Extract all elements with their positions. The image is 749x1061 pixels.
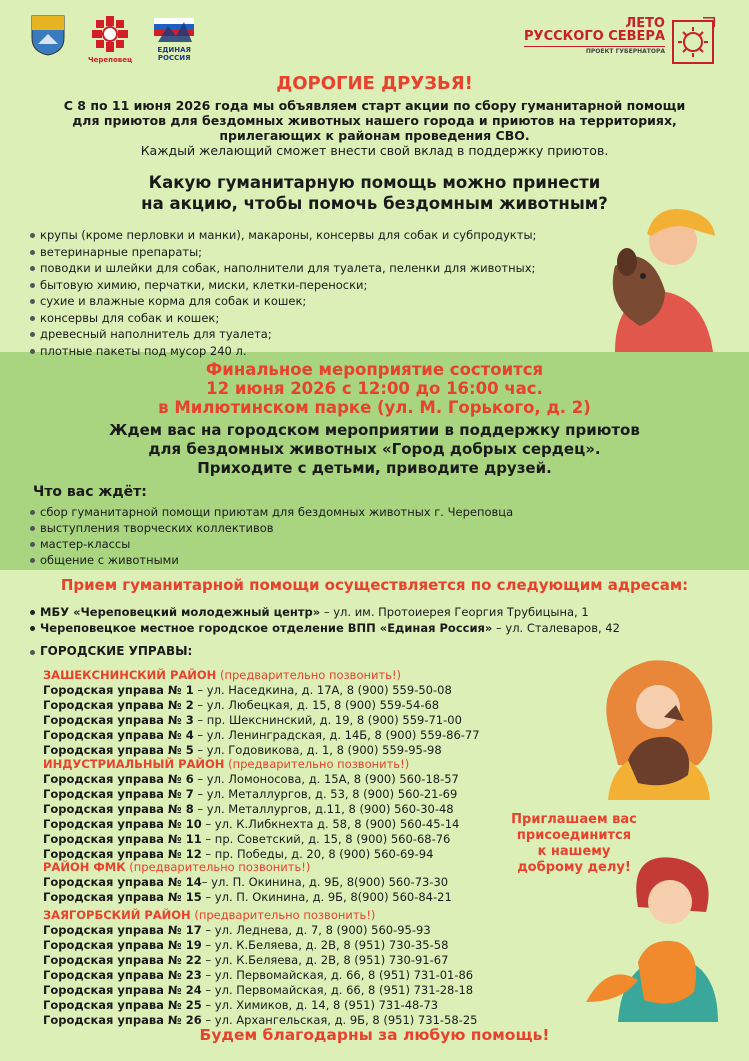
edinaya-rossiya-logo: [154, 14, 194, 62]
list-item: Городская управа № 23 – ул. Первомайская, д. 66, 8 (951) 731-01-86: [43, 968, 474, 982]
sun-emblem-icon: [671, 17, 715, 65]
question-line: на акцию, чтобы помочь бездомным животным?: [141, 194, 608, 213]
address-rest: – ул. Сталеваров, 42: [492, 621, 620, 635]
list-item: крупы (кроме перловки и манки), макароны, консервы для собак и субпродукты;: [30, 227, 536, 244]
list-item: древесный наполнитель для туалета;: [30, 326, 536, 343]
district-note: (предварительно позвонить!): [125, 860, 311, 874]
girl-with-cat-illustration: [578, 852, 728, 1022]
list-item: плотные пакеты под мусор 240 л.: [30, 343, 536, 360]
thanks-text: Будем благодарны за любую помощь!: [199, 1026, 550, 1044]
district-note: (предварительно позвонить!): [190, 908, 376, 922]
final-line: Финальное мероприятие состоится: [205, 360, 544, 379]
man-with-dog-illustration: [595, 196, 725, 352]
er-caption-2: РОССИЯ: [157, 54, 191, 62]
address-item: [30, 604, 620, 620]
wait-line: Ждем вас на городском мероприятии в поддержку приютов: [109, 421, 640, 439]
list-item: Городская управа № 14– ул. П. Окинина, д. 9Б, 8(900) 560-73-30: [43, 875, 449, 889]
wait-line: для бездомных животных «Город добрых сердец».: [148, 440, 601, 458]
intro-line: прилегающих к районам проведения СВО.: [219, 128, 530, 143]
district-name: ИНДУСТРИАЛЬНЫЙ РАЙОН: [43, 757, 225, 771]
invite-line: к нашему: [537, 844, 611, 859]
address-name: Череповецкое местное городское отделение ВПП «Единая Россия»: [40, 621, 493, 635]
list-item: Городская управа № 10 – ул. К.Либкнехта д. 58, 8 (900) 560-45-14: [43, 817, 460, 831]
list-item: консервы для собак и кошек;: [30, 310, 536, 327]
gu-title: [30, 644, 192, 658]
list-item: Городская управа № 7 – ул. Металлургов, д. 53, 8 (900) 560-21-69: [43, 787, 458, 801]
district-zasheksninsky: [43, 668, 480, 758]
final-line: в Милютинском парке (ул. М. Горького, д. 2): [158, 398, 591, 417]
address-list: [30, 604, 620, 636]
district-industrialny: [43, 757, 459, 862]
list-item: сбор гуманитарной помощи приютам для бездомных животных г. Череповца: [30, 504, 513, 520]
help-list: [30, 227, 536, 359]
receive-title: Прием гуманитарной помощи осуществляется по следующим адресам:: [60, 576, 689, 594]
list-item: Городская управа № 11 – пр. Советский, д. 15, 8 (900) 560-68-76: [43, 832, 451, 846]
leto-russkogo-severa-logo: [524, 17, 715, 65]
address-name: МБУ «Череповецкий молодежный центр»: [40, 605, 321, 619]
list-item: Городская управа № 15 – ул. П. Окинина, д. 9Б, 8(900) 560-84-21: [43, 890, 452, 904]
list-item: Городская управа № 22 – ул. К.Беляева, д. 2В, 8 (951) 730-91-67: [43, 953, 449, 967]
lrs-line2: РУССКОГО СЕВЕРА: [524, 29, 665, 44]
lrs-line3: ПРОЕКТ ГУБЕРНАТОРА: [524, 46, 665, 55]
list-item: Городская управа № 24 – ул. Первомайская, д. 66, 8 (951) 731-28-18: [43, 983, 474, 997]
gu-title-text: ГОРОДСКИЕ УПРАВЫ:: [30, 644, 192, 658]
list-item: бытовую химию, перчатки, миски, клетки-переноски;: [30, 277, 536, 294]
partner-logos: [30, 14, 194, 64]
intro-line: для приютов для бездомных животных нашего города и приютов на территориях,: [72, 113, 677, 128]
district-note: (предварительно позвонить!): [224, 757, 410, 771]
invite-line: доброму делу!: [517, 860, 631, 875]
invitation-text: [0, 421, 749, 478]
address-rest: – ул. им. Протоиерея Георгия Трубицына, 1: [320, 605, 589, 619]
list-item: Городская управа № 3 – пр. Шекснинский, д. 19, 8 (900) 559-71-00: [43, 713, 462, 727]
list-item: поводки и шлейки для собак, наполнители для туалета, пеленки для животных;: [30, 260, 536, 277]
final-line: 12 июня 2026 с 12:00 до 16:00 час.: [206, 379, 543, 398]
list-item: Городская управа № 8 – ул. Металлургов, д.11, 8 (900) 560-30-48: [43, 802, 454, 816]
events-list: [30, 504, 513, 568]
intro-text: [0, 98, 749, 158]
list-item: Городская управа № 12 – пр. Победы, д. 20, 8 (900) 560-69-94: [43, 847, 434, 861]
list-item: Городская управа № 6 – ул. Ломоносова, д. 15А, 8 (900) 560-18-57: [43, 772, 459, 786]
district-name: ЗАЯГОРБСКИЙ РАЙОН: [43, 908, 191, 922]
list-item: Городская управа № 26 – ул. Архангельская, д. 9Б, 8 (951) 731-58-25: [43, 1013, 478, 1027]
address-item: [30, 620, 620, 636]
lrs-line1: ЛЕТО: [625, 16, 665, 31]
district-name: ЗАШЕКСНИНСКИЙ РАЙОН: [43, 668, 217, 682]
district-zayagorbsky: [43, 908, 477, 1028]
list-item: Городская управа № 2 – ул. Любецкая, д. 15, 8 (900) 559-54-68: [43, 698, 440, 712]
list-item: Городская управа № 4 – ул. Ленинградская, д. 14Б, 8 (900) 559-86-77: [43, 728, 480, 742]
intro-line: Каждый желающий сможет внести свой вклад в поддержку приютов.: [140, 143, 609, 158]
page-title: ДОРОГИЕ ДРУЗЬЯ!: [276, 73, 473, 94]
district-note: (предварительно позвонить!): [216, 668, 402, 682]
list-item: Городская управа № 5 – ул. Годовикова, д. 1, 8 (900) 559-95-98: [43, 743, 442, 757]
district-name: РАЙОН ФМК: [43, 860, 126, 874]
final-event: [0, 360, 749, 417]
cherepovets-logo: [88, 14, 132, 64]
wait-line: Приходите с детьми, приводите друзей.: [197, 459, 552, 477]
intro-line: С 8 по 11 июня 2026 года мы объявляем старт акции по сбору гуманитарной помощи: [63, 98, 686, 113]
list-item: сухие и влажные корма для собак и кошек;: [30, 293, 536, 310]
whats-waiting-title: Что вас ждёт:: [33, 484, 147, 500]
list-item: Городская управа № 1 – ул. Наседкина, д. 17А, 8 (900) 559-50-08: [43, 683, 452, 697]
invite-line: Приглашаем вас: [511, 812, 637, 827]
list-item: общение с животными: [30, 552, 513, 568]
er-caption-1: ЕДИНАЯ: [157, 46, 191, 54]
list-item: Городская управа № 19 – ул. К.Беляева, д. 2В, 8 (951) 730-35-58: [43, 938, 449, 952]
list-item: мастер-классы: [30, 536, 513, 552]
list-item: ветеринарные препараты;: [30, 244, 536, 261]
list-item: выступления творческих коллективов: [30, 520, 513, 536]
list-item: Городская управа № 25 – ул. Химиков, д. 14, 8 (951) 731-48-73: [43, 998, 439, 1012]
coat-of-arms-logo: [30, 14, 66, 56]
list-item: Городская управа № 17 – ул. Леднева, д. 7, 8 (900) 560-95-93: [43, 923, 431, 937]
cherepovets-caption: Череповец: [88, 56, 133, 64]
question-line: Какую гуманитарную помощь можно принести: [148, 173, 601, 192]
district-fmk: [43, 860, 452, 905]
invite-line: присоединится: [516, 828, 632, 843]
woman-with-dog-illustration: [598, 655, 720, 800]
